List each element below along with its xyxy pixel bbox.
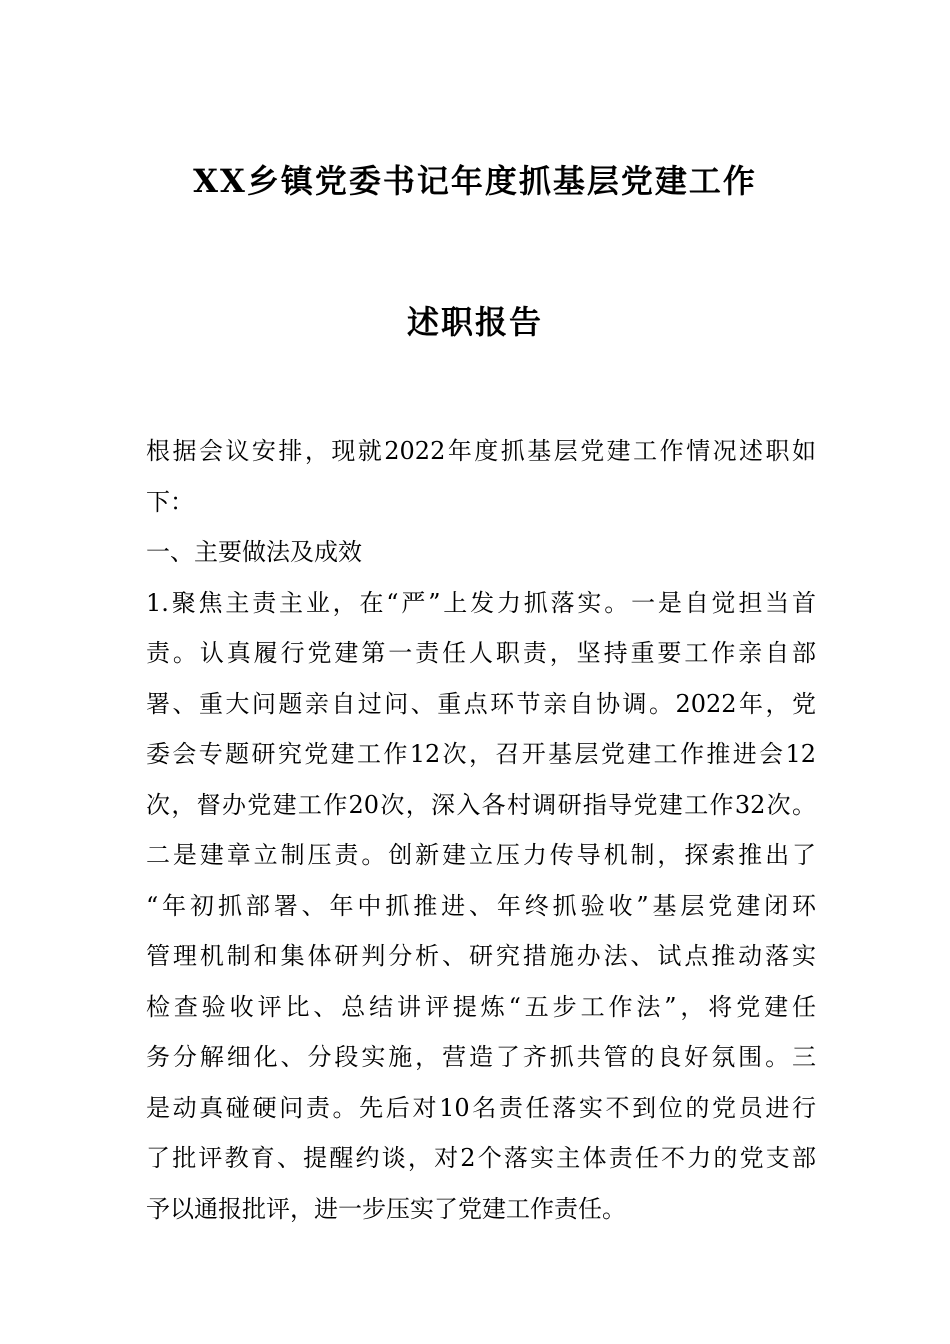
body-line: 是动真碰硬问责。先后对10名责任落实不到位的党员进行 [146, 1093, 816, 1122]
document-title-line-1: XX乡镇党委书记年度抓基层党建工作 [193, 162, 757, 200]
body-line: 务分解细化、分段实施，营造了齐抓共管的良好氛围。三 [146, 1043, 816, 1071]
body-line: 委会专题研究党建工作12次，召开基层党建工作推进会12 [146, 740, 816, 768]
body-line: 责。认真履行党建第一责任人职责，坚持重要工作亲自部 [146, 639, 816, 667]
body-line: 次，督办党建工作20次，深入各村调研指导党建工作32次。 [146, 790, 816, 819]
body-line: 署、重大问题亲自过问、重点环节亲自协调。2022年，党 [146, 689, 816, 718]
body-line: 检查验收评比、总结讲评提炼“五步工作法”，将党建任 [146, 992, 816, 1021]
body-line: 二是建章立制压责。创新建立压力传导机制，探索推出了 [146, 841, 816, 869]
body-line: “年初抓部署、年中抓推进、年终抓验收”基层党建闭环 [146, 891, 816, 920]
section-heading: 一、主要做法及成效 [146, 538, 362, 566]
body-line: 予以通报批评，进一步压实了党建工作责任。 [146, 1194, 626, 1223]
body-line: 下： [146, 487, 194, 516]
body-line: 了批评教育、提醒约谈，对2个落实主体责任不力的党支部 [146, 1144, 816, 1172]
body-line: 1.聚焦主责主业，在“严”上发力抓落实。一是自觉担当首 [146, 588, 816, 617]
body-line: 管理机制和集体研判分析、研究措施办法、试点推动落实 [146, 942, 816, 970]
document-body [146, 426, 816, 1234]
body-line: 根据会议安排，现就2022年度抓基层党建工作情况述职如 [146, 437, 816, 465]
document-title-line-2: 述职报告 [406, 303, 543, 341]
